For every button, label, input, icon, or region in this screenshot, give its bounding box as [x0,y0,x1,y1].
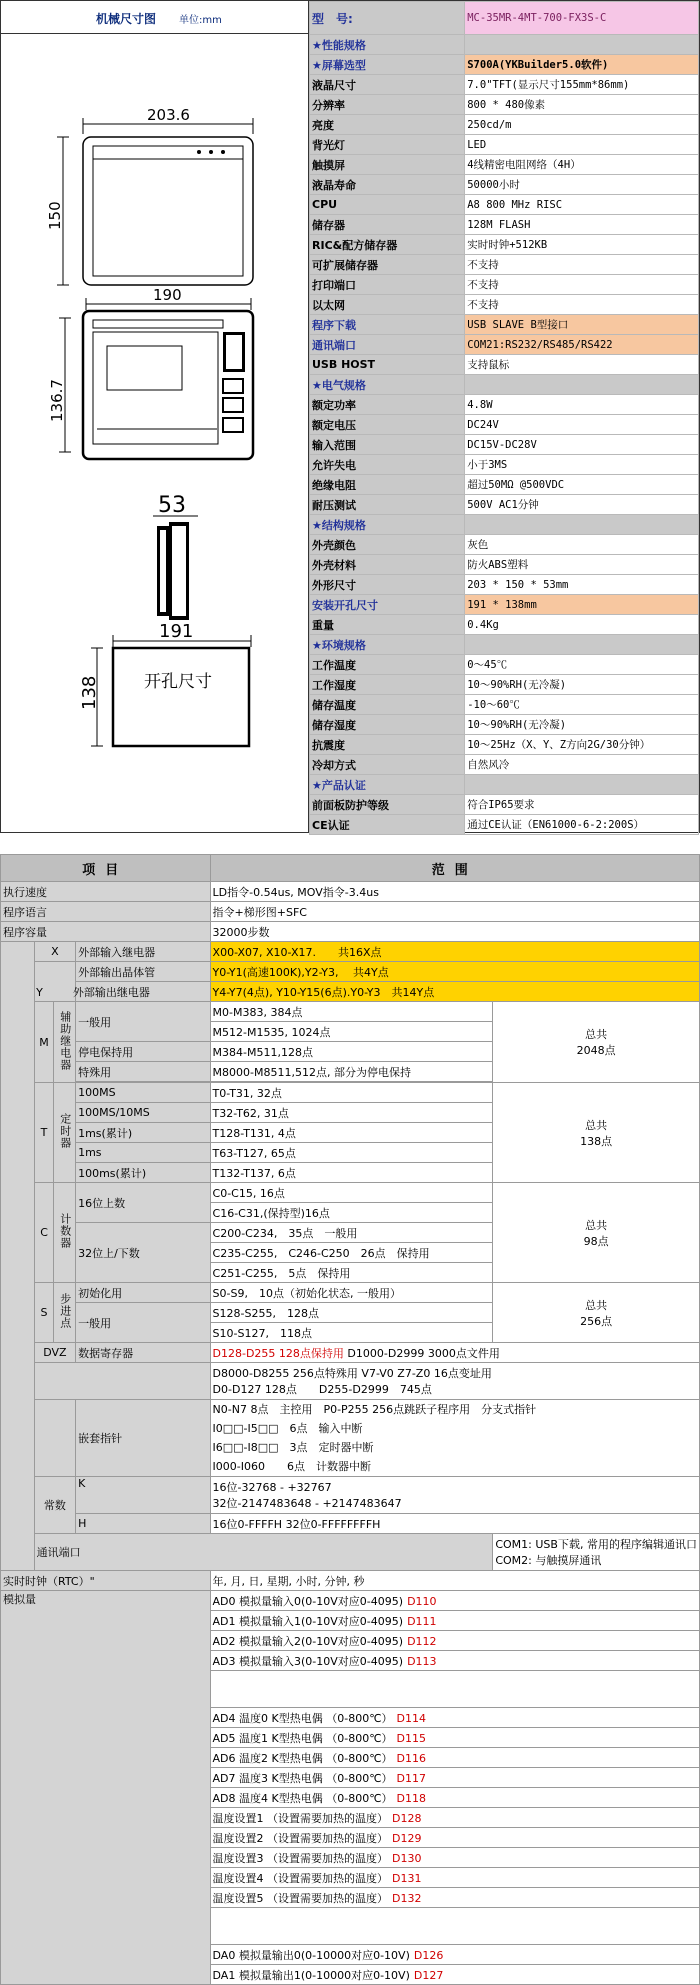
analog-value [210,1965,699,1985]
spec-key: ★电气规格 [310,375,465,395]
spec-row [310,795,699,815]
analog-register: D110 [407,1594,437,1608]
m-total: 总共 2048点 [493,1002,700,1083]
spec-key: 绝缘电阻 [310,475,465,495]
spec-key: ★屏幕选型 [310,55,465,75]
spec-key: 液晶尺寸 [310,75,465,95]
analog-value [210,1808,699,1828]
spec-value: 203 * 150 * 53mm [465,575,699,595]
c2-value-3: C251-C255, 5点 保持用 [210,1263,493,1283]
spec-value: 4线精密电阻网络（4H） [465,155,699,175]
t4-label: 1ms [76,1143,210,1163]
spec-value: LED [465,135,699,155]
spec-value: 不支持 [465,255,699,275]
spec-row [310,775,699,795]
t-total: 总共 138点 [493,1083,700,1183]
spec-value: 支持鼠标 [465,355,699,375]
spec-value: 500V AC1分钟 [465,495,699,515]
analog-desc: AD8 温度4 K型热电偶 （0-800℃） [212,1791,393,1805]
m-retain-value: M384-M511,128点 [210,1042,493,1062]
spec-row [310,235,699,255]
s1-label: 初始化用 [76,1283,210,1303]
spec-key: 通讯端口 [310,335,465,355]
back-view [48,286,253,459]
analog-register: D118 [396,1791,427,1805]
x-input-value: X00-X07, X10-X17. 共16X点 [210,942,699,962]
spec-value: 250cd/m [465,115,699,135]
analog-value [210,1788,699,1808]
speed-value: LD指令-0.54us, MOV指令-3.4us [210,882,699,902]
spec-row [310,455,699,475]
spec-row [310,155,699,175]
dim-cut-width: 191 [159,621,194,642]
analog-value [210,1848,699,1868]
m-special-value: M8000-M8511,512点, 部分为停电保持 [210,1062,493,1082]
spec-value: 800 * 480像素 [465,95,699,115]
row-d2 [1,1363,700,1400]
row-speed [1,882,700,902]
spec-value: 不支持 [465,295,699,315]
row-t1 [1,1083,700,1103]
spec-value: 4.8W [465,395,699,415]
analog-desc: AD1 模拟量输入1(0-10V对应0-4095) [212,1614,404,1628]
relay-output-value: Y4-Y7(4点), Y10-Y15(6点).Y0-Y3 共14Y点 [210,982,699,1002]
spec-key: ★环境规格 [310,635,465,655]
spec-value: 10～90%RH(无冷凝) [465,715,699,735]
spec-value: 191 * 138mm [465,595,699,615]
dim-front-width: 203.6 [147,106,190,124]
model-label: 型 号: [310,2,465,35]
s1-value: S0-S9, 10点（初始化状态, 一般用） [210,1283,493,1303]
spec-row [310,215,699,235]
analog-desc: AD3 模拟量输入3(0-10V对应0-4095) [212,1654,404,1668]
spec-row [310,135,699,155]
spec-value [465,775,699,795]
spec-key: 触摸屏 [310,155,465,175]
analog-register: D130 [392,1851,422,1865]
spec-key: 背光灯 [310,135,465,155]
spec-value: 小于3MS [465,455,699,475]
analog-value [210,1945,699,1965]
spec-row [310,675,699,695]
row-relay-output [1,982,700,1002]
spec-key: 外形尺寸 [310,575,465,595]
const-label: 常数 [34,1477,75,1534]
spec-value [465,515,699,535]
analog-desc: DA0 模拟量输出0(0-10000对应0-10V) [212,1948,410,1962]
c1-value-1: C0-C15, 16点 [210,1183,493,1203]
t1-label: 100MS [76,1083,210,1103]
dim-back-width: 190 [153,286,182,304]
spec-value: 50000小时 [465,175,699,195]
spec-value: 7.0"TFT(显示尺寸155mm*86mm) [465,75,699,95]
spec-value [465,375,699,395]
transistor-output-label: 外部输出晶体管 [76,962,210,982]
spec-row [310,295,699,315]
analog-value [210,1651,699,1671]
language-value: 指令+梯形图+SFC [210,902,699,922]
t4-value: T63-T127, 65点 [210,1143,493,1163]
dim-front-height: 150 [46,201,64,230]
s-label: S [34,1283,54,1343]
spec-row [310,335,699,355]
mechanical-drawing-column [1,1,309,832]
spec-row [310,695,699,715]
spec-model-row [310,2,699,35]
spec-row [310,35,699,55]
spec-row [310,635,699,655]
spec-key: 储存温度 [310,695,465,715]
spec-value: 实时时钟+512KB [465,235,699,255]
spec-value: DC24V [465,415,699,435]
model-value: MC-35MR-4MT-700-FX3S-C [465,2,699,35]
analog-spacer-cell [210,1908,699,1945]
spec-value: 超过50MΩ @500VDC [465,475,699,495]
dim-side-depth: 53 [158,493,186,518]
analog-desc: AD2 模拟量输入2(0-10V对应0-4095) [212,1634,404,1648]
spec-sheet-top [0,0,700,833]
t5-label: 100ms(累计) [76,1163,210,1183]
x-input-label: 外部输入继电器 [76,942,210,962]
spec-row [310,415,699,435]
y-label: Y [36,985,43,999]
spec-key: 前面板防护等级 [310,795,465,815]
spec-value: 自然风冷 [465,755,699,775]
spec-table [309,1,699,835]
spec-row [310,655,699,675]
header-item: 项目 [1,855,211,882]
spec-value [465,635,699,655]
analog-desc: 温度设置3 （设置需要加热的温度） [212,1851,389,1865]
spec-key: 外壳颜色 [310,535,465,555]
spec-row [310,815,699,835]
spec-row [310,715,699,735]
t2-value: T32-T62, 31点 [210,1103,493,1123]
spec-key: 额定电压 [310,415,465,435]
m-general-value-1: M0-M383, 384点 [210,1002,493,1022]
spec-key: ★性能规格 [310,35,465,55]
analog-section [1,1591,700,1985]
spec-value: 0.4Kg [465,615,699,635]
m-sub: 辅助继电器 [54,1002,76,1083]
m-general-label: 一般用 [76,1002,210,1042]
spec-key: ★结构规格 [310,515,465,535]
plc-spec-table [0,854,700,1985]
header-range: 范围 [210,855,699,882]
analog-value [210,1768,699,1788]
analog-desc: 温度设置5 （设置需要加热的温度） [212,1891,389,1905]
analog-register: D114 [396,1711,427,1725]
drawing-title: 机械尺寸图 [96,12,157,26]
analog-value [210,1868,699,1888]
row-h [1,1514,700,1534]
s2-value-1: S128-S255, 128点 [210,1303,493,1323]
spec-row [310,375,699,395]
analog-value [210,1828,699,1848]
analog-desc: AD5 温度1 K型热电偶 （0-800℃） [212,1731,393,1745]
spec-value: 不支持 [465,275,699,295]
analog-desc: AD0 模拟量输入0(0-10V对应0-4095) [212,1594,404,1608]
spec-row [310,755,699,775]
mechanical-drawing [1,34,308,832]
c-total: 总共 98点 [493,1183,700,1283]
spec-key: 外壳材料 [310,555,465,575]
spec-row [310,255,699,275]
nest-blank [34,1400,75,1477]
t2-label: 100MS/10MS [76,1103,210,1123]
spec-value: 防火ABS塑料 [465,555,699,575]
front-view [46,106,253,285]
analog-row [1,1591,700,1611]
transistor-output-value: Y0-Y1(高速100K),Y2-Y3, 共4Y点 [210,962,699,982]
rtc-value: 年, 月, 日, 星期, 小时, 分钟, 秒 [210,1571,699,1591]
analog-value [210,1591,699,1611]
side-view [153,493,198,620]
spec-key: 工作湿度 [310,675,465,695]
spec-key: 输入范围 [310,435,465,455]
t1-value: T0-T31, 32点 [210,1083,493,1103]
spec-key: 可扩展储存器 [310,255,465,275]
spec-key: 亮度 [310,115,465,135]
spec-key: 额定功率 [310,395,465,415]
m-general-value-2: M512-M1535, 1024点 [210,1022,493,1042]
analog-spacer-cell [210,1671,699,1708]
spec-row [310,315,699,335]
spec-row [310,475,699,495]
drawing-unit: 单位:mm [179,15,222,26]
analog-value [210,1708,699,1728]
s-sub: 步进点 [54,1283,76,1343]
relay-output-label: Y 外部输出继电器 [76,982,210,1002]
s2-label: 一般用 [76,1303,210,1343]
d-label: 数据寄存器 [76,1343,210,1363]
row-transistor-output [1,962,700,982]
d-value: D128-D255 128点保持用 D1000-D2999 3000点文件用 [210,1343,699,1363]
c2-value-1: C200-C234, 35点 一般用 [210,1223,493,1243]
spec-key: 分辨率 [310,95,465,115]
x-label: X [34,942,75,962]
analog-register: D128 [392,1811,422,1825]
spec-key: USB HOST [310,355,465,375]
language-label: 程序语言 [1,902,211,922]
analog-register: D127 [413,1968,444,1982]
c-label: C [34,1183,54,1283]
spec-key: 储存器 [310,215,465,235]
analog-register: D131 [392,1871,422,1885]
capacity-label: 程序容量 [1,922,211,942]
c1-value-2: C16-C31,(保持型)16点 [210,1203,493,1223]
spec-row [310,275,699,295]
t-sub: 定时器 [54,1083,76,1183]
analog-desc: 温度设置4 （设置需要加热的温度） [212,1871,389,1885]
spec-row [310,175,699,195]
analog-desc: 温度设置1 （设置需要加热的温度） [212,1811,389,1825]
com-label: 通讯端口 [34,1534,493,1571]
m-retain-label: 停电保持用 [76,1042,210,1062]
row-com [1,1534,700,1571]
spec-row [310,575,699,595]
spec-value [465,35,699,55]
spec-row [310,615,699,635]
spec-value: 通过CE认证（EN61000-6-2:200S） [465,815,699,835]
spec-row [310,495,699,515]
spec-key: 重量 [310,615,465,635]
c2-value-2: C235-C255, C246-C250 26点 保持用 [210,1243,493,1263]
row-nest [1,1400,700,1477]
k-label: K [76,1477,210,1514]
spec-key: 打印端口 [310,275,465,295]
t3-value: T128-T131, 4点 [210,1123,493,1143]
analog-label: 模拟量 [1,1591,211,1985]
h-value: 16位0-FFFFH 32位0-FFFFFFFFH [210,1514,699,1534]
analog-register: D111 [407,1614,437,1628]
t-label: T [34,1083,54,1183]
row-language [1,902,700,922]
c-sub: 计数器 [54,1183,76,1283]
analog-register: D129 [392,1831,422,1845]
analog-register: D112 [407,1634,437,1648]
spec-value: USB SLAVE B型接口 [465,315,699,335]
spec-key: CPU [310,195,465,215]
row-m-general-1 [1,1002,700,1022]
spec-value: 符合IP65要求 [465,795,699,815]
analog-value [210,1748,699,1768]
s2-value-2: S10-S127, 118点 [210,1323,493,1343]
m-special-label: 特殊用 [76,1062,210,1082]
analog-desc: AD7 温度3 K型热电偶 （0-800℃） [212,1771,393,1785]
analog-value [210,1888,699,1908]
m-label: M [34,1002,54,1083]
spec-key: 以太网 [310,295,465,315]
analog-desc: AD6 温度2 K型热电偶 （0-800℃） [212,1751,393,1765]
spec-row [310,195,699,215]
spec-value: COM21:RS232/RS485/RS422 [465,335,699,355]
spec-value: 0～45℃ [465,655,699,675]
spec-value: 10～25Hz（X、Y、Z方向2G/30分钟） [465,735,699,755]
soft-element-group [1,942,35,1571]
row-x-input [1,942,700,962]
analog-register: D116 [396,1751,427,1765]
spec-row [310,115,699,135]
rtc-label: 实时时钟（RTC）" [1,1571,211,1591]
row-c1a [1,1183,700,1203]
spec-row [310,75,699,95]
t5-value: T132-T137, 6点 [210,1163,493,1183]
spec-value: -10～60℃ [465,695,699,715]
spec-value: 10～90%RH(无冷凝) [465,675,699,695]
c1-label: 16位上数 [76,1183,210,1223]
row-k [1,1477,700,1514]
capacity-value: 32000步数 [210,922,699,942]
row-rtc [1,1571,700,1591]
spec-key: CE认证 [310,815,465,835]
com-value: COM1: USB下载, 常用的程序编辑通讯口 COM2: 与触摸屏通讯 [493,1534,700,1571]
nest-label: 嵌套指针 [76,1400,210,1477]
spec-value: DC15V-DC28V [465,435,699,455]
row-d [1,1343,700,1363]
spec-key: 冷却方式 [310,755,465,775]
k-value: 16位-32768 - +32767 32位-2147483648 - +2147483647 [210,1477,699,1514]
spec-row [310,735,699,755]
c2-label: 32位上/下数 [76,1223,210,1283]
dim-cut-height: 138 [79,675,100,710]
drawing-header [1,1,308,34]
spec-row [310,435,699,455]
spec-value: 128M FLASH [465,215,699,235]
spec-key: 储存湿度 [310,715,465,735]
spec-value: 灰色 [465,535,699,555]
cutout-label: 开孔尺寸 [144,672,212,692]
spec-value: A8 800 MHz RISC [465,195,699,215]
analog-register: D132 [392,1891,422,1905]
analog-value [210,1611,699,1631]
spec-row [310,55,699,75]
spec-row [310,95,699,115]
analog-desc: AD4 温度0 K型热电偶 （0-800℃） [212,1711,393,1725]
analog-value [210,1728,699,1748]
spec-key: 耐压测试 [310,495,465,515]
d2-value: D8000-D8255 256点特殊用 V7-V0 Z7-Z0 16点变址用 D0-D127 128点 D255-D2999 745点 [210,1363,699,1400]
spec-key: 允许失电 [310,455,465,475]
analog-value [210,1631,699,1651]
spec-key: ★产品认证 [310,775,465,795]
spec-key: 液晶寿命 [310,175,465,195]
spec-row [310,515,699,535]
cutout-view [79,621,251,746]
row-s1 [1,1283,700,1303]
plc-header-row [1,855,700,882]
row-capacity [1,922,700,942]
spec-row [310,555,699,575]
analog-desc: DA1 模拟量输出1(0-10000对应0-10V) [212,1968,410,1982]
dvz-label: DVZ [34,1343,75,1363]
spec-row [310,395,699,415]
spec-key: RIC&配方储存器 [310,235,465,255]
dim-back-height: 136.7 [48,379,66,422]
spec-key: 抗震度 [310,735,465,755]
d2-blank [34,1363,210,1400]
analog-register: D126 [413,1948,444,1962]
spec-row [310,535,699,555]
spec-key: 安装开孔尺寸 [310,595,465,615]
h-label: H [76,1514,210,1534]
analog-register: D117 [396,1771,427,1785]
analog-register: D113 [407,1654,437,1668]
spec-value: S700A(YKBuilder5.0软件) [465,55,699,75]
spec-key: 工作温度 [310,655,465,675]
speed-label: 执行速度 [1,882,211,902]
spec-key: 程序下载 [310,315,465,335]
analog-desc: 温度设置2 （设置需要加热的温度） [212,1831,389,1845]
spec-row [310,355,699,375]
analog-register: D115 [396,1731,427,1745]
s-total: 总共 256点 [493,1283,700,1343]
spec-row [310,595,699,615]
t3-label: 1ms(累计) [76,1123,210,1143]
nest-value: N0-N7 8点 主控用 P0-P255 256点跳跃子程序用 分支式指针 I0□□-I5□□ 6点 输入中断 I6□□-I8□□ 3点 定时器中断 I000-I060 6点 计数器中断 [210,1400,699,1477]
